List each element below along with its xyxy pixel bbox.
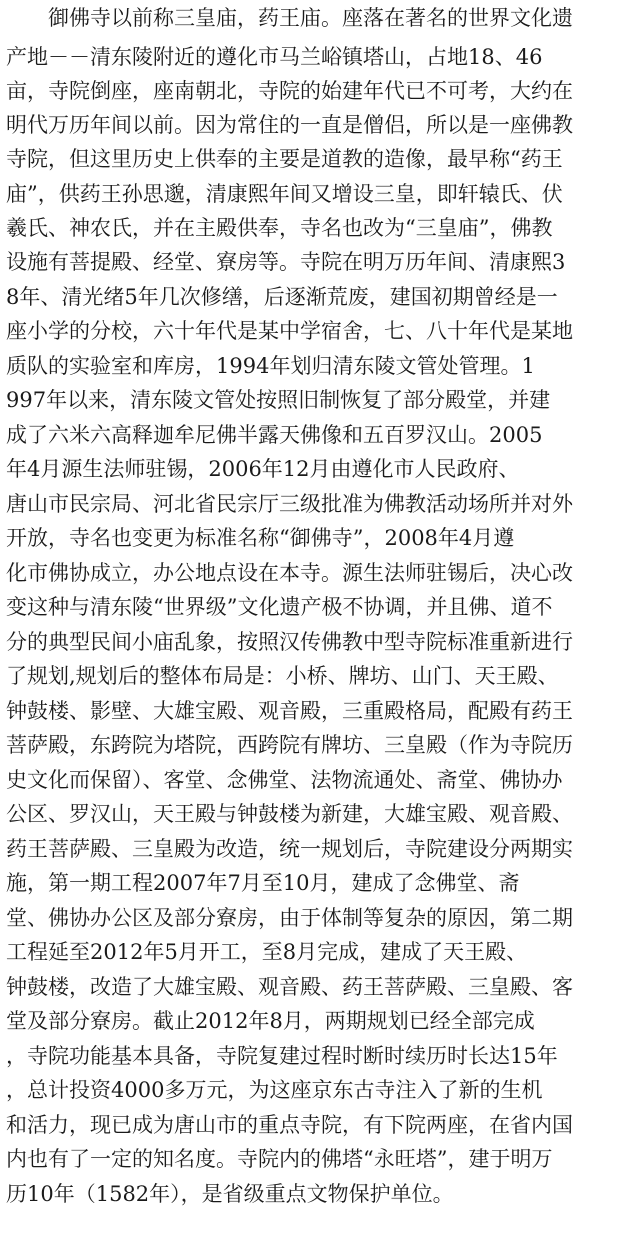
article-line: 设施有菩提殿、经堂、寮房等。寺院在明万历年间、清康熙3 xyxy=(6,250,566,274)
article-line: 年4月源生法师驻锡，2006年12月由遵化市人民政府、 xyxy=(6,457,520,481)
article-line: 亩，寺院倒座，座南朝北，寺院的始建年代已不可考，大约在 xyxy=(6,79,573,103)
article-line: 内也有了一定的知名度。寺院内的佛塔“永旺塔”，建于明万 xyxy=(6,1147,553,1171)
article-line: 史文化而保留）、客堂、念佛堂、法物流通处、斋堂、佛协办 xyxy=(6,768,563,792)
article-line: 钟鼓楼，改造了大雄宝殿、观音殿、药王菩萨殿、三皇殿、客 xyxy=(6,975,573,999)
article-line: 和活力，现已成为唐山市的重点寺院，有下院两座，在省内国 xyxy=(6,1113,573,1137)
article-line: 工程延至2012年5月开工，至8月完成，建成了天王殿、 xyxy=(6,940,528,964)
article-line: 施，第一期工程2007年7月至10月，建成了念佛堂、斋 xyxy=(6,871,520,895)
article-line: 成了六米六高释迦牟尼佛半露天佛像和五百罗汉山。2005 xyxy=(6,423,543,447)
article-line: 御佛寺以前称三皇庙，药王庙。座落在著名的世界文化遗 xyxy=(6,6,573,30)
article-line: 了规划,规划后的整体布局是：小桥、牌坊、山门、天王殿、 xyxy=(6,664,559,688)
article-line: 菩萨殿，东跨院为塔院，西跨院有牌坊、三皇殿（作为寺院历 xyxy=(6,733,573,757)
article-line: 化市佛协成立，办公地点设在本寺。源生法师驻锡后，决心改 xyxy=(6,561,573,585)
article-line: 座小学的分校，六十年代是某中学宿舍，七、八十年代是某地 xyxy=(6,319,573,343)
article-line: 变这种与清东陵“世界级”文化遗产极不协调，并且佛、道不 xyxy=(6,595,553,619)
article-line: 明代万历年间以前。因为常住的一直是僧侣，所以是一座佛教 xyxy=(6,113,573,137)
article-line: 钟鼓楼、影壁、大雄宝殿、观音殿，三重殿格局，配殿有药王 xyxy=(6,699,573,723)
article-line: 堂、佛协办公区及部分寮房，由于体制等复杂的原因，第二期 xyxy=(6,906,573,930)
article-line: 分的典型民间小庙乱象，按照汉传佛教中型寺院标准重新进行 xyxy=(6,630,573,654)
article-line: 997年以来，清东陵文管处按照旧制恢复了部分殿堂，并建 xyxy=(6,388,551,412)
article-line: 开放，寺名也变更为标准名称“御佛寺”，2008年4月遵 xyxy=(6,526,515,550)
article-line: 8年、清光绪5年几次修缮，后逐渐荒废，建国初期曾经是一 xyxy=(6,285,558,309)
article-line: 公区、罗汉山，天王殿与钟鼓楼为新建，大雄宝殿、观音殿、 xyxy=(6,802,573,826)
article-line: 唐山市民宗局、河北省民宗厅三级批准为佛教活动场所并对外 xyxy=(6,492,573,516)
article-line: ，寺院功能基本具备，寺院复建过程时断时续历时长达15年 xyxy=(6,1044,558,1068)
article-line: 庙”，供药王孙思邈，清康熙年间又增设三皇，即轩辕氏、伏 xyxy=(6,182,563,206)
article-line: 寺院，但这里历史上供奉的主要是道教的造像，最早称“药王 xyxy=(6,147,563,171)
article-line: ，总计投资4000多万元，为这座京东古寺注入了新的生机 xyxy=(6,1078,543,1102)
article-line: 堂及部分寮房。截止2012年8月，两期规划已经全部完成 xyxy=(6,1009,535,1033)
article-line: 药王菩萨殿、三皇殿为改造，统一规划后，寺院建设分两期实 xyxy=(6,837,573,861)
article-line: 质队的实验室和库房，1994年划归清东陵文管处管理。1 xyxy=(6,354,535,378)
article-line: 历10年（1582年），是省级重点文物保护单位。 xyxy=(6,1182,454,1206)
article-line: 产地－－清东陵附近的遵化市马兰峪镇塔山，占地18、46 xyxy=(6,45,543,69)
article-line: 羲氏、神农氏，并在主殿供奉，寺名也改为“三皇庙”，佛教 xyxy=(6,216,553,240)
